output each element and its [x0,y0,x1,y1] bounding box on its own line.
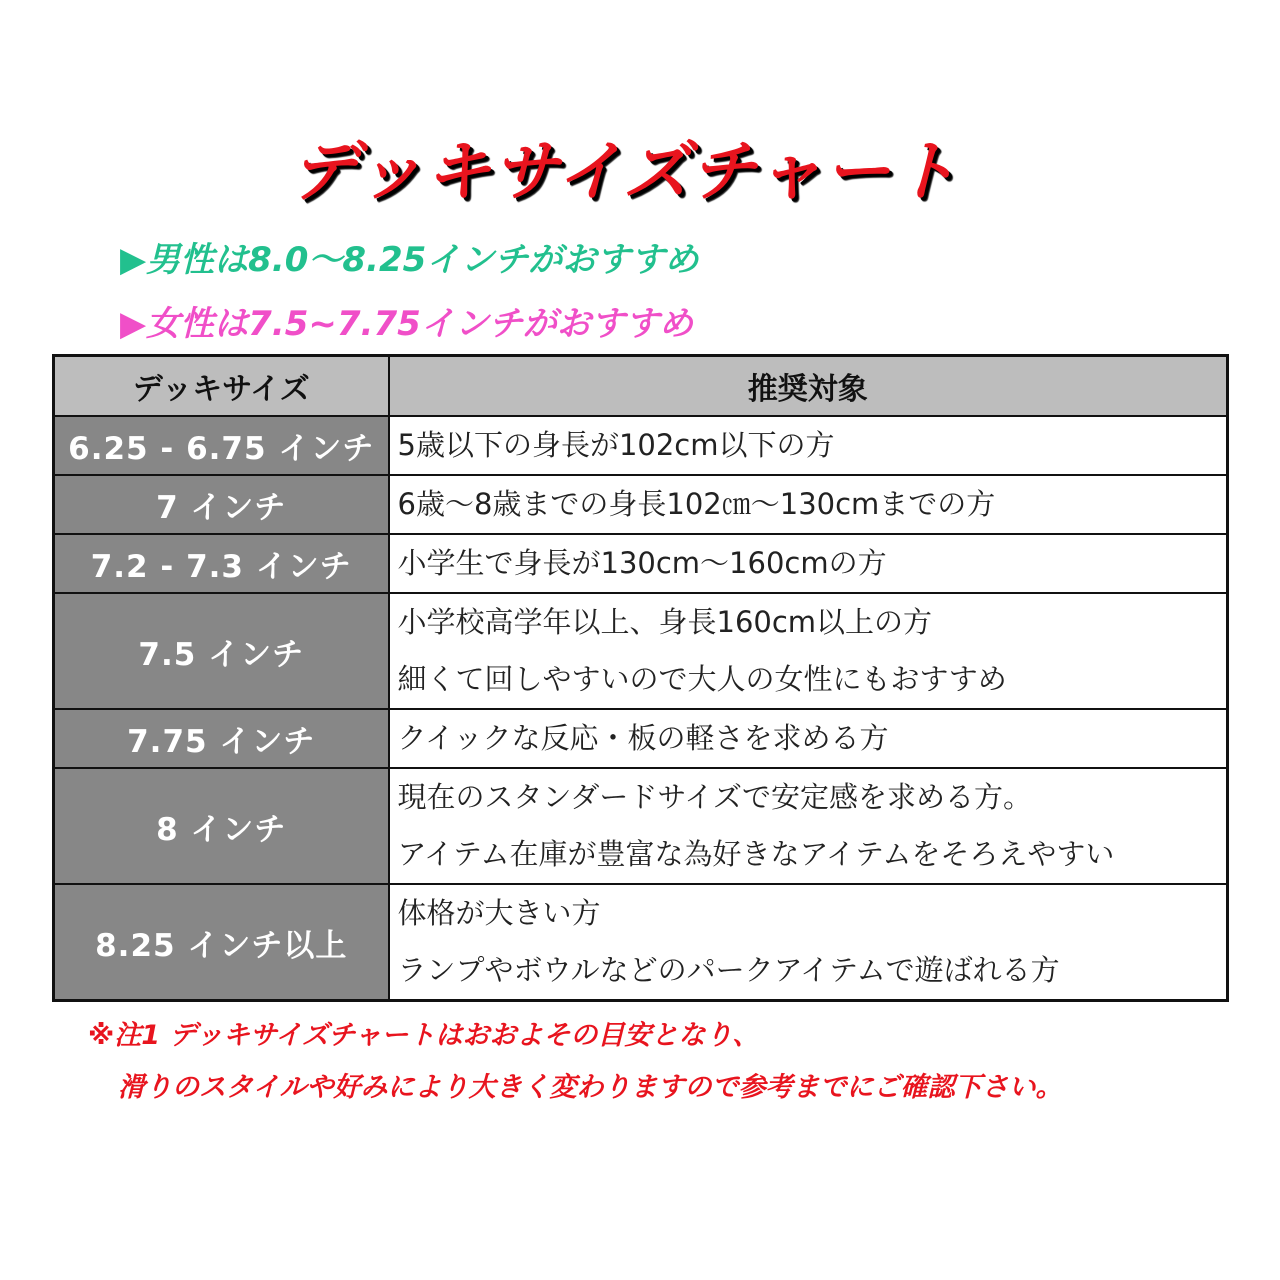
size-cell: 7.75 インチ [54,709,389,768]
size-cell: 7.5 インチ [54,593,389,709]
target-cell [389,534,1228,593]
header-recommended-for: 推奨対象 [389,356,1228,417]
target-line: 5歳以下の身長が102cm以下の方 [397,428,835,462]
target-line: 体格が大きい方 [397,896,601,930]
table-header-row [54,356,1228,417]
target-cell [389,416,1228,475]
target-line: ランプやボウルなどのパークアイテムで遊ばれる方 [397,953,1060,987]
target-line: アイテム在庫が豊富な為好きなアイテムをそろえやすい [397,837,1115,871]
table-row [54,884,1228,1001]
table-row [54,475,1228,534]
table-row [54,534,1228,593]
target-line: クイックな反応・板の軽さを求める方 [397,721,889,755]
target-line: 細くて回しやすいので大人の女性にもおすすめ [397,662,1007,696]
target-line: 現在のスタンダードサイズで安定感を求める方。 [397,780,1033,814]
target-line: 小学校高学年以上、身長160cm以上の方 [397,605,933,639]
table-row [54,709,1228,768]
target-cell [389,884,1228,1001]
table-row [54,416,1228,475]
size-cell: 7 インチ [54,475,389,534]
size-cell: 8 インチ [54,768,389,884]
target-cell [389,475,1228,534]
note-line-2: 滑りのスタイルや好みにより大きく変わりますので参考までにご確認下さい。 [118,1072,1063,1103]
size-cell: 7.2 - 7.3 インチ [54,534,389,593]
target-line: 6歳～8歳までの身長102㎝～130cmまでの方 [397,487,996,521]
deck-size-table [52,354,1229,1002]
target-cell [389,709,1228,768]
target-cell [389,593,1228,709]
table-row [54,593,1228,709]
size-cell: 8.25 インチ以上 [54,884,389,1001]
table-row [54,768,1228,884]
target-cell [389,768,1228,884]
page-title: デッキサイズチャート [289,133,961,210]
note-line-1: ※注1 デッキサイズチャートはおおよその目安となり、 [88,1020,760,1051]
recommendation-men: ▶男性は8.0～8.25インチがおすすめ [120,240,699,280]
header-deck-size: デッキサイズ [54,356,389,417]
target-line: 小学生で身長が130cm～160cmの方 [397,546,887,580]
recommendation-women: ▶女性は7.5~7.75インチがおすすめ [120,304,694,344]
size-cell: 6.25 - 6.75 インチ [54,416,389,475]
